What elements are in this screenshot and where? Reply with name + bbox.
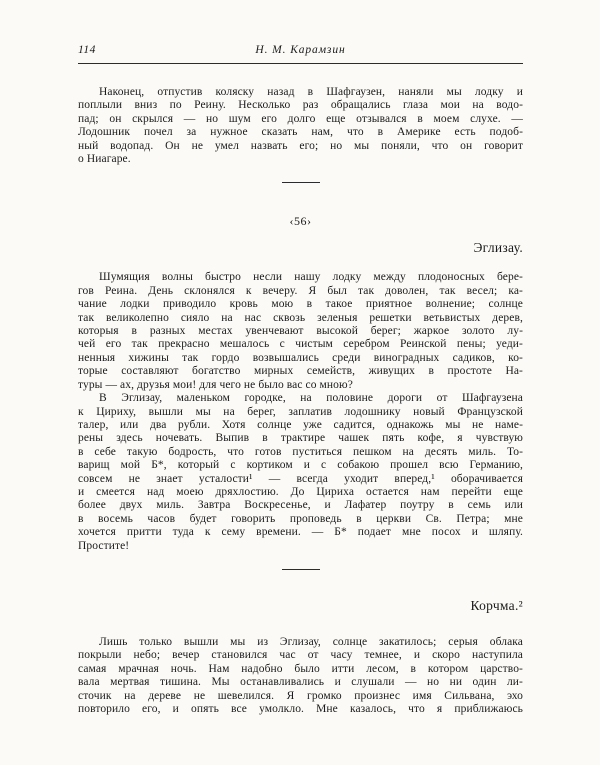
text-line: Лишь только вышли мы из Эглизау, солнце закатилось; серыя облака <box>99 635 523 648</box>
text-line: о Ниагаре. <box>78 153 131 166</box>
text-line: рены здесь ночевать. Выпив в трактире чашек пять кофе, я чувствую <box>78 432 523 445</box>
text-line: варищ мой Б*, который с кортиком и с собакою прошел всю Германию, <box>78 459 523 472</box>
chapter-number: ‹56› <box>289 214 312 229</box>
page-number: 114 <box>78 44 96 56</box>
text-line: чей его так прекрасно мешалось с чистым серебром Реинской пены; уеди- <box>78 338 523 351</box>
text-line: к Цириху, вышли мы на берег, заплатив лодошнику новый Французской <box>78 405 523 418</box>
text-line: чание лодки приводило кровь мою в такое приятное волнение; солнце <box>78 298 523 311</box>
running-title: Н. М. Карамзин <box>255 44 346 56</box>
text-line: пад; он скрылся — но шум его долго еще отзывался в моем слухе. — <box>78 112 523 125</box>
text-line: более двух миль. Завтра Воскресенье, и Лафатер поутру в семь или <box>78 499 523 512</box>
text-line: туры — ах, друзья мои! для чего не было вас со мною? <box>78 378 353 391</box>
text-line: вала мертвая тишина. Мы останавливались и слушали — но ни один ли- <box>78 676 523 689</box>
text-line: в себе такую бодрость, что готов пуститься пешком на десять миль. То- <box>78 445 523 458</box>
text-line: и смеется над моею дряхлостию. До Цириха остается нам перейти еще <box>78 485 523 498</box>
section-divider <box>282 182 320 183</box>
text-line: поплыли вниз по Реину. Несколько раз обращались глаза мои на водо- <box>78 99 523 112</box>
text-line: покрыли небо; вечер становился час от часу темнее, и скоро наступила <box>78 649 523 662</box>
paragraph <box>78 392 523 553</box>
page-content <box>78 44 523 716</box>
text-line: ненныя хижины так гордо возвышались среди виноградных садиков, ко- <box>78 351 523 364</box>
text-line: хочется притти туда к сему времени. — Б* подает мне посох и шляпу. <box>78 526 523 539</box>
page-body <box>78 86 523 716</box>
text-line: торые составляют богатство мирных семейств, живущих в простоте На- <box>78 365 523 378</box>
chapter-title: Корчма.² <box>470 597 523 613</box>
paragraph <box>78 636 523 716</box>
text-line: Шумящия волны быстро несли нашу лодку между плодоносных бере- <box>99 271 523 284</box>
text-line: Наконец, отпустив коляску назад в Шафгаузен, наняли мы лодку и <box>99 86 523 98</box>
text-line: В Эглизау, маленьком городке, на половине дороги от Шафгаузена <box>99 392 523 405</box>
text-line: талер, или два рубли. Хотя солнце уже садится, однакожь мы не наме- <box>78 418 523 431</box>
page-header <box>78 44 523 58</box>
chapter-title: Эглизау. <box>473 240 523 256</box>
text-line: в восемь часов будет говорить проповедь в церкви Св. Петра; мне <box>78 512 523 525</box>
paragraph <box>78 271 523 392</box>
section-divider <box>282 569 320 570</box>
text-line: сточик на дереве не шевелился. Я громко произнес имя Сильвана, эхо <box>78 689 523 702</box>
text-line: повторило его, и опять все умолкло. Мне казалось, что я приближаюсь <box>78 703 523 715</box>
text-line: ный водопад. Он не умел назвать его; но мы поняли, что он говорит <box>78 139 523 152</box>
text-line: Лодошник почел за нужное сказать нам, что в Америке есть подоб- <box>78 126 523 139</box>
text-line: гов Реина. День склонялся к вечеру. Я был так доволен, так весел; ка- <box>78 284 523 297</box>
text-line: Простите! <box>78 539 130 552</box>
text-line: так великолепно сияло на нас сквозь зеленыя решетки ветьвистых дерев, <box>78 311 523 324</box>
text-line: самая мрачная ночь. Нам надобно было итти лесом, в котором царство- <box>78 662 523 675</box>
text-line: которыя в разных местах увенчевают высокой берег; жаркое золото лу- <box>78 325 523 338</box>
text-line: совсем не знает усталости¹ — всегда уходит вперед,¹ оборачивается <box>78 472 523 485</box>
paragraph <box>78 86 523 166</box>
header-rule <box>78 63 523 64</box>
